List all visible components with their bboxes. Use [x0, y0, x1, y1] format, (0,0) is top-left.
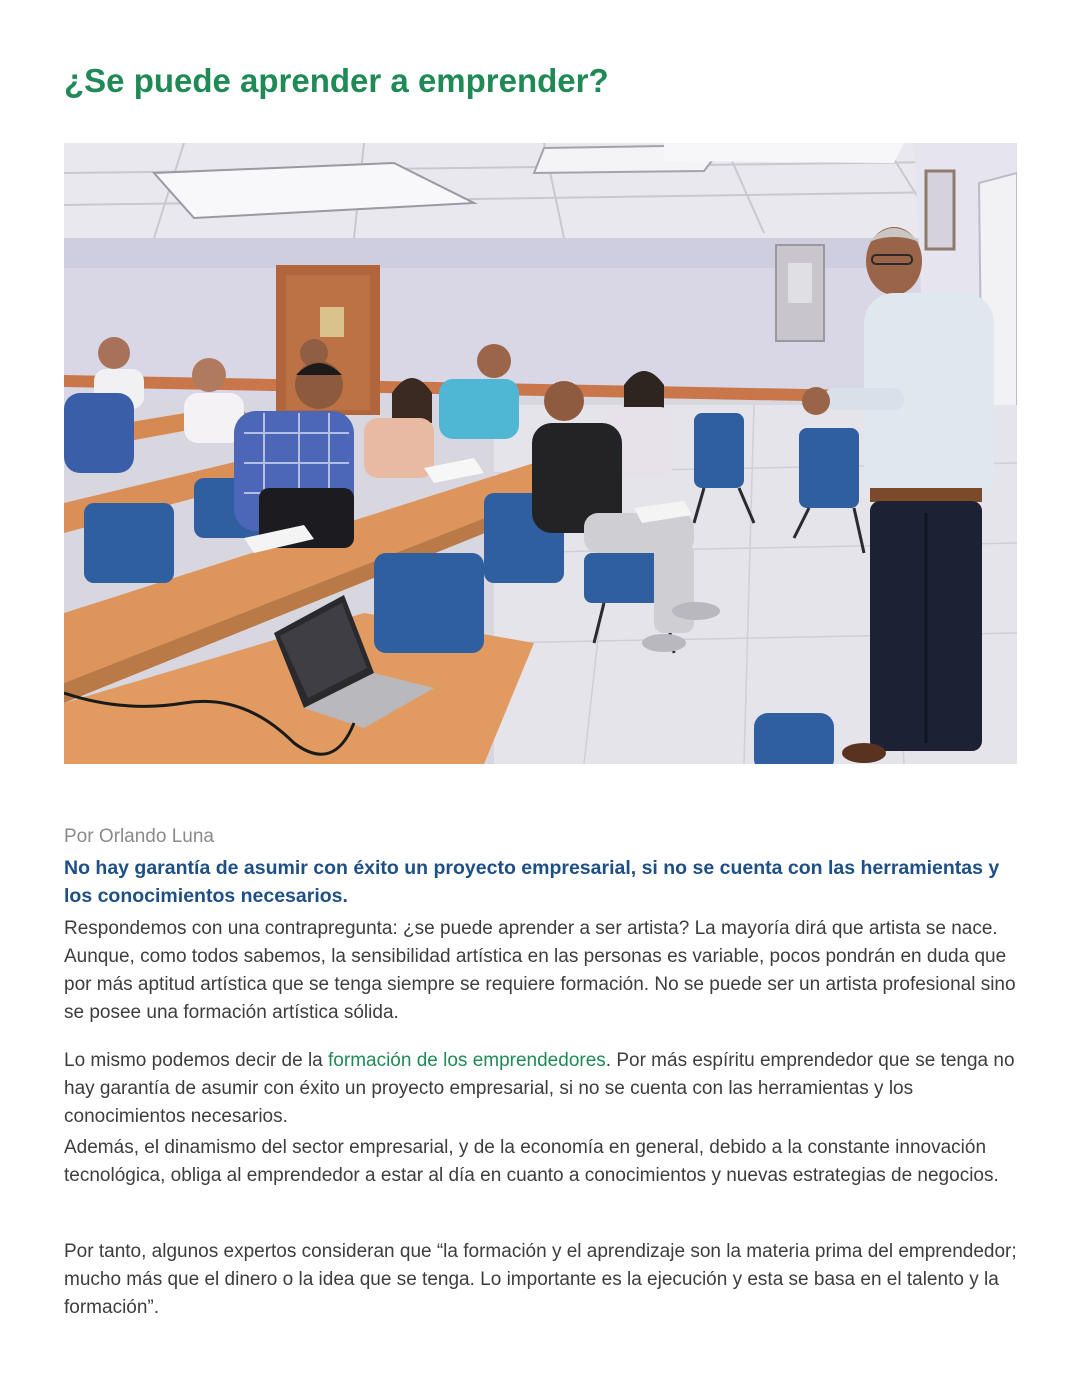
article-paragraph-2 [64, 1047, 1017, 1131]
emprendedores-formacion-link[interactable]: formación de los emprendedores [328, 1050, 606, 1071]
article-photo-classroom [64, 143, 1017, 764]
article-title: ¿Se puede aprender a emprender? [64, 62, 609, 99]
article-lead: No hay garantía de asumir con éxito un proyecto empresarial, si no se cuenta con las herramientas y los conocimientos necesarios. [64, 857, 1000, 907]
article-paragraph-4: Por tanto, algunos expertos consideran que “la formación y el aprendizaje son la materia prima del emprendedor; mucho más que el dinero o la idea que se tenga. Lo importante es la ejecución y esta se basa en el talento y la formación”. [64, 1241, 1017, 1318]
article-paragraph-3: Además, el dinamismo del sector empresarial, y de la economía en general, debido a la constante innovación tecnológica, obliga al emprendedor a estar al día en cuanto a conocimientos y nuevas estrategias de negocios. [64, 1137, 999, 1186]
paragraph-2-text-end: . Por más espíritu emprendedor que se tenga no hay garantía de asumir con éxito un proyecto empresarial, si no se cuenta con las herramientas y los conocimientos necesarios. [64, 1050, 1015, 1127]
paragraph-2-text-start: Lo mismo podemos decir de la [64, 1050, 329, 1071]
article-byline: Por Orlando Luna [64, 826, 214, 847]
article-paragraph-1: Respondemos con una contrapregunta: ¿se puede aprender a ser artista? La mayoría dirá que artista se nace. Aunque, como todos sabemos, la sensibilidad artística en las personas es variable, pocos pondrán en duda que por más aptitud artística que se tenga siempre se requiere formación. No se puede ser un artista profesional sino se posee una formación artística sólida. [64, 918, 1016, 1023]
